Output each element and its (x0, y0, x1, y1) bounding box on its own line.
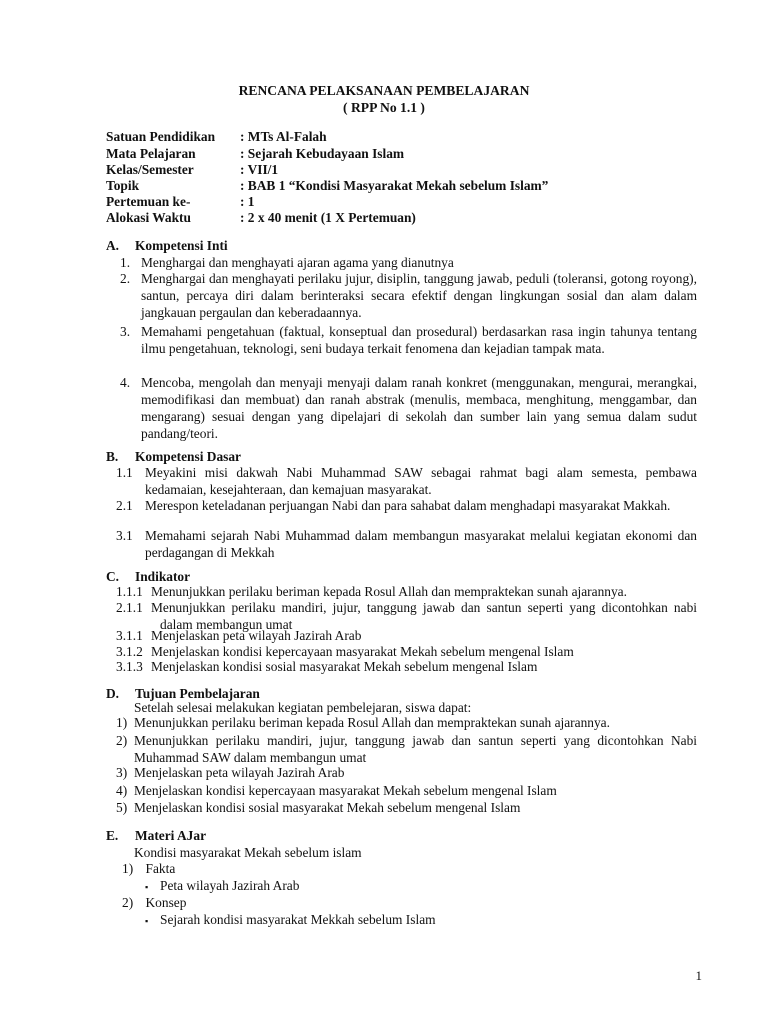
section-title: Materi AJar (135, 828, 207, 843)
item-text: Menunjukkan perilaku mandiri, jujur, tanggung jawab dan santun seperti yang dicontohkan Nabi Muhammad SAW dalam membangun umat (134, 733, 697, 765)
list-item (116, 497, 697, 514)
bullet-icon: ▪ (145, 882, 149, 892)
section-heading-e (106, 827, 206, 844)
document-title: RENCANA PELAKSANAAN PEMBELAJARAN (238, 83, 530, 98)
item-text: Mencoba, mengolah dan menyaji menyaji dalam ranah konkret (menggunakan, mengurai, merangkai, memodifikasi dan membuat) dan ranah abstrak (menulis, membaca, menghitung, menggambar, dan mengarang) sesuai dengan yang dipelajari di sekolah dan sumber lain yang semua dalam sudut pandang/teori. (141, 375, 697, 441)
item-number: 1) (122, 861, 134, 876)
item-number: 5) (116, 800, 128, 815)
section-title: Kompetensi Dasar (135, 449, 242, 464)
item-text: Menunjukkan perilaku mandiri, jujur, tanggung jawab dan santun seperti yang dicontohkan nabi dalam membangun umat (151, 600, 697, 632)
item-number: 1.1.1 (116, 584, 143, 599)
item-number: 1) (116, 715, 128, 730)
meta-value: : 2 x 40 menit (1 X Pertemuan) (240, 210, 416, 225)
meta-key: Alokasi Waktu (106, 210, 191, 225)
item-text: Merespon keteladanan perjuangan Nabi dan para sahabat dalam menghadapi masyarakat Makkah. (145, 498, 671, 513)
item-text: Menghargai dan menghayati ajaran agama yang dianutnya (141, 255, 454, 270)
document-subtitle: ( RPP No 1.1 ) (343, 100, 425, 115)
list-item (120, 323, 697, 357)
list-item (120, 374, 697, 442)
meta-key: Satuan Pendidikan (106, 129, 216, 144)
meta-key: Topik (106, 178, 140, 193)
item-number: 3) (116, 765, 128, 780)
section-letter: E. (106, 828, 119, 843)
item-text: Meyakini misi dakwah Nabi Muhammad SAW sebagai rahmat bagi alam semesta, pembawa kedamaian, kesejahteraan, dan kemajuan masyarakat. (145, 465, 697, 497)
meta-value: : MTs Al-Falah (240, 129, 327, 144)
list-item (116, 583, 697, 600)
list-item (116, 658, 697, 675)
section-title: Kompetensi Inti (135, 238, 228, 253)
list-item (116, 799, 697, 816)
page-number: 1 (695, 968, 702, 983)
section-title: Tujuan Pembelajaran (135, 686, 260, 701)
bullet-item: Peta wilayah Jazirah Arab (160, 878, 300, 893)
list-item (116, 627, 697, 644)
section-heading-a (106, 237, 228, 254)
item-text: Konsep (145, 895, 187, 910)
list-item (116, 732, 697, 766)
item-number: 3. (120, 324, 131, 339)
bullet-icon: ▪ (145, 916, 149, 926)
list-item (120, 254, 697, 271)
item-text: Menunjukkan perilaku beriman kepada Rosul Allah dan mempraktekan sunah ajarannya. (151, 584, 627, 599)
item-number: 2) (122, 895, 134, 910)
item-number: 3.1.1 (116, 628, 143, 643)
list-item (116, 764, 697, 781)
item-text: Menjelaskan peta wilayah Jazirah Arab (134, 765, 345, 780)
item-text: Menjelaskan peta wilayah Jazirah Arab (151, 628, 362, 643)
section-letter: D. (106, 686, 120, 701)
list-item (116, 782, 697, 799)
item-text: Fakta (145, 861, 176, 876)
section-heading-b (106, 448, 241, 465)
item-text: Memahami pengetahuan (faktual, konseptual dan prosedural) berdasarkan rasa ingin tahunya tentang ilmu pengetahuan, teknologi, seni budaya terkait fenomena dan kejadian tampak mata. (141, 324, 697, 356)
list-item (122, 894, 186, 911)
item-text: Menjelaskan kondisi sosial masyarakat Mekah sebelum mengenal Islam (134, 800, 521, 815)
meta-value: : BAB 1 “Kondisi Masyarakat Mekah sebelum Islam” (240, 178, 549, 193)
item-text: Menghargai dan menghayati perilaku jujur, disiplin, tanggung jawab, peduli (toleransi, gotong royong), santun, percaya diri dalam berinteraksi secara efektif dengan lingkungan sosial dan alam dalam jangkauan pergaulan dan keberadaannya. (141, 271, 697, 320)
item-number: 2. (120, 271, 131, 286)
section-intro: Kondisi masyarakat Mekah sebelum islam (134, 845, 362, 860)
item-text: Memahami sejarah Nabi Muhammad dalam membangun masyarakat melalui kegiatan ekonomi dan perdagangan di Mekkah (145, 528, 697, 560)
item-number: 4. (120, 375, 131, 390)
list-item (116, 527, 697, 561)
item-number: 1. (120, 255, 131, 270)
meta-value: : Sejarah Kebudayaan Islam (240, 146, 405, 161)
item-number: 3.1.2 (116, 644, 143, 659)
item-number: 2.1.1 (116, 600, 143, 615)
meta-key: Pertemuan ke- (106, 194, 191, 209)
item-number: 3.1.3 (116, 659, 143, 674)
list-item (116, 464, 697, 498)
meta-key: Kelas/Semester (106, 162, 194, 177)
section-letter: C. (106, 569, 120, 584)
item-text: Menjelaskan kondisi kepercayaan masyarakat Mekah sebelum mengenal Islam (151, 644, 574, 659)
list-item (122, 860, 175, 877)
item-text: Menjelaskan kondisi kepercayaan masyarakat Mekah sebelum mengenal Islam (134, 783, 557, 798)
item-number: 4) (116, 783, 128, 798)
section-letter: B. (106, 449, 119, 464)
item-number: 2) (116, 733, 128, 748)
bullet-item: Sejarah kondisi masyarakat Mekkah sebelum Islam (160, 912, 436, 927)
section-letter: A. (106, 238, 120, 253)
item-text: Menjelaskan kondisi sosial masyarakat Mekah sebelum mengenal Islam (151, 659, 538, 674)
meta-key: Mata Pelajaran (106, 146, 196, 161)
meta-value: : VII/1 (240, 162, 279, 177)
list-item (116, 714, 697, 731)
section-intro: Setelah selesai melakukan kegiatan pembelejaran, siswa dapat: (134, 700, 472, 715)
section-title: Indikator (135, 569, 191, 584)
list-item (120, 270, 697, 321)
item-number: 1.1 (116, 465, 133, 480)
item-number: 2.1 (116, 498, 133, 513)
item-text: Menunjukkan perilaku beriman kepada Rosul Allah dan mempraktekan sunah ajarannya. (134, 715, 610, 730)
meta-value: : 1 (240, 194, 255, 209)
item-number: 3.1 (116, 528, 133, 543)
